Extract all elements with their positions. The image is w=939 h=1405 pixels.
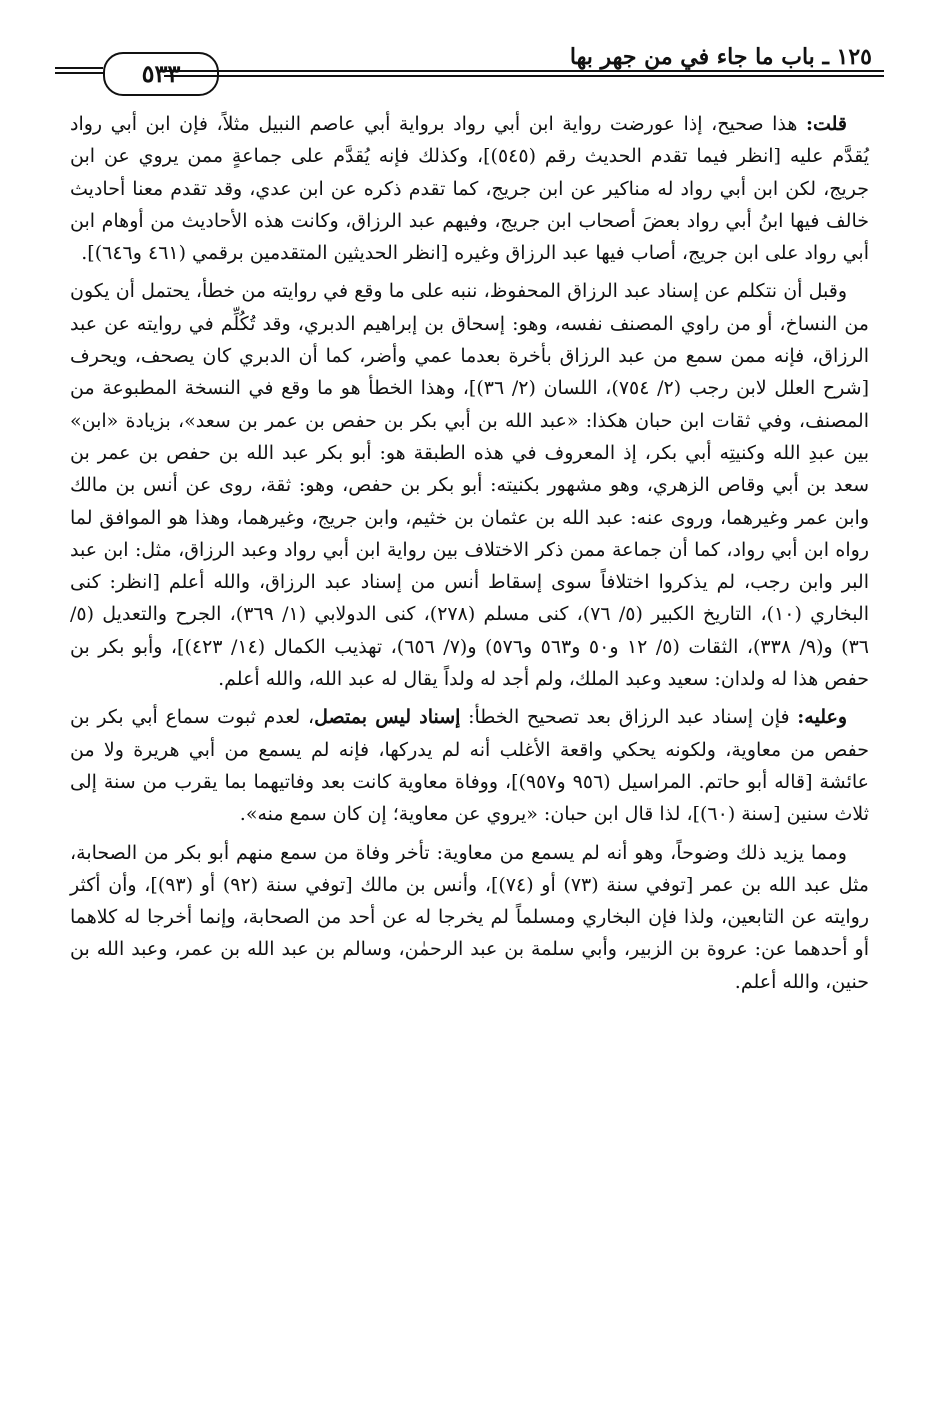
paragraph-emphasis: إسناد ليس بمتصل (314, 706, 461, 729)
page-body (70, 108, 869, 1355)
paragraph (70, 701, 869, 830)
header-ornament-lines (55, 67, 103, 77)
paragraph-text: هذا صحيح، إذا عورضت رواية ابن أبي رواد برواية أبي عاصم النبيل مثلاً، فإن ابن أبي رواد يُقدَّم عليه [انظر فيما تقدم الحديث رقم (٥٤٥)]، وكذلك فإنه يُقدَّم على جماعةٍ ممن يروي عن ابن جريج، لكن ابن أبي رواد له مناكير عن ابن جريج، كما تقدم ذكره عن ابن عدي، وقد تقدم معنا أحاديث خالف فيها ابنُ أبي رواد بعضَ أصحاب ابن جريج، وفيهم عبد الرزاق، وكانت هذه الأحاديث من أوهام ابن أبي رواد على ابن جريج، أصاب فيها عبد الرزاق وغيره [انظر الحديثين المتقدمين برقمي (٤٦١ و٦٤٦)]. (70, 113, 869, 265)
paragraph (70, 275, 869, 695)
paragraph-text: وقبل أن نتكلم عن إسناد عبد الرزاق المحفوظ، ننبه على ما وقع في روايته من خطأ، يحتمل أن يكون من النساخ، أو من راوي المصنف نفسه، وهو: إسحاق بن إبراهيم الدبري، وقد تُكُلِّم في روايته عن عبد الرزاق، فإنه ممن سمع من عبد الرزاق بأخرة بعدما عمي وأضر، كما أن الدبري كان يصحف، ويحرف [شرح العلل لابن رجب (٢/ ٧٥٤)، اللسان (٢/ ٣٦)]، وهذا الخطأ هو ما وقع في النسخة المطبوعة من المصنف، وفي ثقات ابن حبان هكذا: «عبد الله بن أبي بكر بن حفص بن عمر بن سعد»، بزيادة «ابن» بين عبدِ الله وكنيتِه أبي بكر، إذ المعروف في هذه الطبقة هو: أبو بكر عبد الله بن حفص بن عمر بن سعد بن أبي وقاص الزهري، وهو مشهور بكنيته: أبو بكر بن حفص، وهو: ثقة، روى عن أنس بن مالك وابن عمر وغيرهما، وروى عنه: عبد الله بن عثمان بن خثيم، وابن جريج، وغيرهما، وهذا هو الموافق لما رواه ابن أبي رواد، كما أن جماعة ممن ذكر الاختلاف بين رواية ابن أبي رواد وعبد الرزاق، مثل: ابن عبد البر وابن رجب، لم يذكروا اختلافاً سوى إسقاط أنس من إسناد عبد الرزاق، والله أعلم [انظر: كنى البخاري (١٠)، التاريخ الكبير (٥/ ٧٦)، كنى مسلم (٢٧٨)، كنى الدولابي (١/ ٣٦٩)، الجرح والتعديل (٥/ ٣٦) و(٩/ ٣٣٨)، الثقات (٥/ ١٢ و٥٠ و٥٦٣ و٥٧٦) و(٧/ ٦٥٦)، تهذيب الكمال (١٤/ ٤٢٣)]، وأبو بكر بن حفص هذا له ولدان: سعيد وعبد الملك، ولم أجد له ولداً يقال له عبد الله، والله أعلم. (70, 280, 869, 691)
paragraph-lead: وعليه: (797, 706, 848, 729)
header-rule (164, 75, 884, 77)
paragraph (70, 108, 869, 269)
paragraph-lead: قلت: (805, 113, 847, 135)
page-number: ٥٣٣ (103, 52, 219, 96)
page-header (55, 30, 884, 102)
paragraph-text: ، لعدم ثبوت سماع أبي بكر بن حفص من معاوية، ولكونه يحكي واقعة الأغلب أنه لم يدركها، فإنه لم يسمع من أبي هريرة ولا من عائشة [قاله أبو حاتم. المراسيل (٩٥٦ و٩٥٧)]، ووفاة معاوية كانت بعد وفاتيهما بما يقرب من سنة إلى ثلاث سنين [سنة (٦٠)]، لذا قال ابن حبان: «يروي عن معاوية؛ إن كان سمع منه». (70, 706, 869, 826)
header-rule (164, 70, 884, 72)
paragraph (70, 837, 869, 998)
paragraph-text: فإن إسناد عبد الرزاق بعد تصحيح الخطأ: (460, 706, 798, 729)
paragraph-text: ومما يزيد ذلك وضوحاً، وهو أنه لم يسمع من معاوية: تأخر وفاة من سمع منهم أبو بكر من الصحابة، مثل عبد الله بن عمر [توفي سنة (٧٣) أو (٧٤)]، وأنس بن مالك [توفي سنة (٩٢) أو (٩٣)]، وأن أكثر روايته عن التابعين، ولذا فإن البخاري ومسلماً لم يخرجا له عن أحد من الصحابة، وإنما أخرجا له كلاهما أو أحدهما عن: عروة بن الزبير، وأبي سلمة بن عبد الرحمٰن، وسالم بن عبد الله بن عمر، وعبد الله بن حنين، والله أعلم. (70, 841, 869, 993)
chapter-title: ١٢٥ ـ باب ما جاء في من جهر بها (569, 44, 872, 70)
